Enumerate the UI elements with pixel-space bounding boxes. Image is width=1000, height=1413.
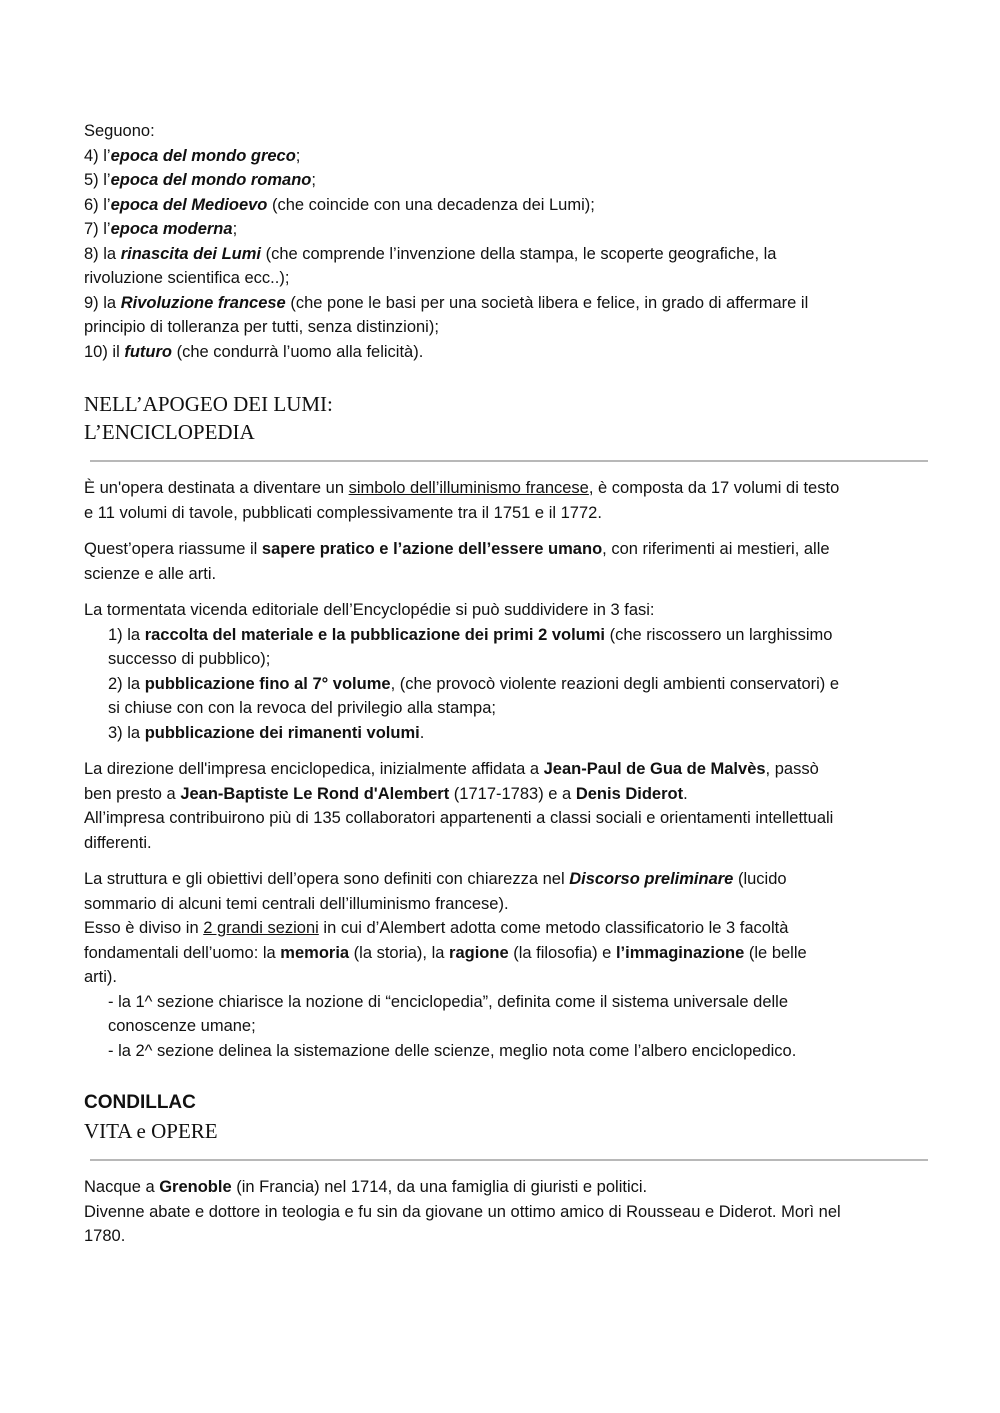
paragraph: La struttura e gli obiettivi dell’opera sono definiti con chiarezza nel Discorso preliminare (lucido sommario di alcuni temi centrali dell’illuminismo francese). Esso è diviso in 2 grandi sezioni in cui d’Alembert adotta come metodo classificatorio le 3 facoltà fondamentali dell’uomo: la memoria (la storia), la ragione (la filosofia) e l’immaginazione (le belle arti). - la 1^ sezione chiarisce la nozione di “enciclopedia”, definita come il sistema universale delle conoscenze umane; - la 2^ sezione delinea la sistemazione delle scienze, meglio nota come l’albero enciclopedico. bbox=[84, 867, 934, 1063]
phase-item: 2) la pubblicazione fino al 7° volume, (che provocò violente reazioni degli ambienti conservatori) e bbox=[108, 674, 840, 693]
paragraph: È un'opera destinata a diventare un simbolo dell’illuminismo francese, è composta da 17 volumi di testo e 11 volumi di tavole, pubblicati complessivamente tra il 1751 e il 1772. bbox=[84, 479, 840, 522]
phase-item: 3) la pubblicazione dei rimanenti volumi. bbox=[108, 723, 425, 742]
section-divider bbox=[90, 460, 928, 462]
section-item: - la 2^ sezione delinea la sistemazione delle scienze, meglio nota come l’albero enciclopedico. bbox=[108, 1041, 797, 1060]
paragraph: Nacque a Grenoble (in Francia) nel 1714, da una famiglia di giuristi e politici. Divenne abate e dottore in teologia e fu sin da giovane un ottimo amico di Rousseau e Diderot. Morì nel 1780. bbox=[84, 1178, 841, 1245]
section-item: - la 1^ sezione chiarisce la nozione di “enciclopedia”, definita come il sistema universale delle bbox=[108, 992, 789, 1011]
section-divider bbox=[90, 1159, 928, 1161]
list-item: 6) l’epoca del Medioevo (che coincide con una decadenza dei Lumi); bbox=[84, 195, 595, 214]
paragraph: Quest’opera riassume il sapere pratico e l’azione dell’essere umano, con riferimenti ai mestieri, alle scienze e alle arti. bbox=[84, 540, 830, 583]
seguono-label: Seguono: bbox=[84, 122, 155, 140]
epochs-list bbox=[84, 119, 934, 364]
paragraph: La direzione dell'impresa enciclopedica, inizialmente affidata a Jean-Paul de Gua de Malvès, passò ben presto a Jean-Baptiste Le Rond d'Alembert (1717-1783) e a Denis Diderot. All’impresa contribuirono più di 135 collaboratori appartenenti a classi sociali e orientamenti intellettuali differenti. bbox=[84, 760, 834, 852]
section-condillac bbox=[84, 1089, 934, 1249]
document-page bbox=[84, 119, 934, 1261]
list-item: 10) il futuro (che condurrà l’uomo alla felicità). bbox=[84, 342, 424, 361]
list-item: 5) l’epoca del mondo romano; bbox=[84, 171, 316, 189]
section-heading: NELL’APOGEO DEI LUMI: bbox=[84, 392, 333, 416]
section-subheading: L’ENCICLOPEDIA bbox=[84, 420, 255, 444]
paragraph-phases: La tormentata vicenda editoriale dell’Encyclopédie si può suddividere in 3 fasi: 1) la raccolta del materiale e la pubblicazione dei primi 2 volumi (che riscossero un larghissimo successo di pubblico); 2) la pubblicazione fino al 7° volume, (che provocò violente reazioni degli ambienti conservatori) e si chiuse con con la revoca del privilegio alla stampa; 3) la pubblicazione dei rimanenti volumi. bbox=[84, 598, 934, 745]
section-enciclopedia bbox=[84, 390, 934, 1063]
list-item-continuation: rivoluzione scientifica ecc..); bbox=[84, 269, 290, 287]
list-item: 8) la rinascita dei Lumi (che comprende l’invenzione della stampa, le scoperte geografiche, la bbox=[84, 244, 777, 263]
phase-item: 1) la raccolta del materiale e la pubblicazione dei primi 2 volumi (che riscossero un larghissimo bbox=[108, 625, 833, 644]
list-item: 9) la Rivoluzione francese (che pone le basi per una società libera e felice, in grado di affermare il bbox=[84, 293, 809, 312]
list-item: 4) l’epoca del mondo greco; bbox=[84, 146, 301, 165]
list-item-continuation: principio di tolleranza per tutti, senza distinzioni); bbox=[84, 318, 439, 336]
list-item: 7) l’epoca moderna; bbox=[84, 220, 238, 238]
section-heading: CONDILLAC bbox=[84, 1092, 196, 1113]
section-subheading: VITA e OPERE bbox=[84, 1119, 218, 1143]
